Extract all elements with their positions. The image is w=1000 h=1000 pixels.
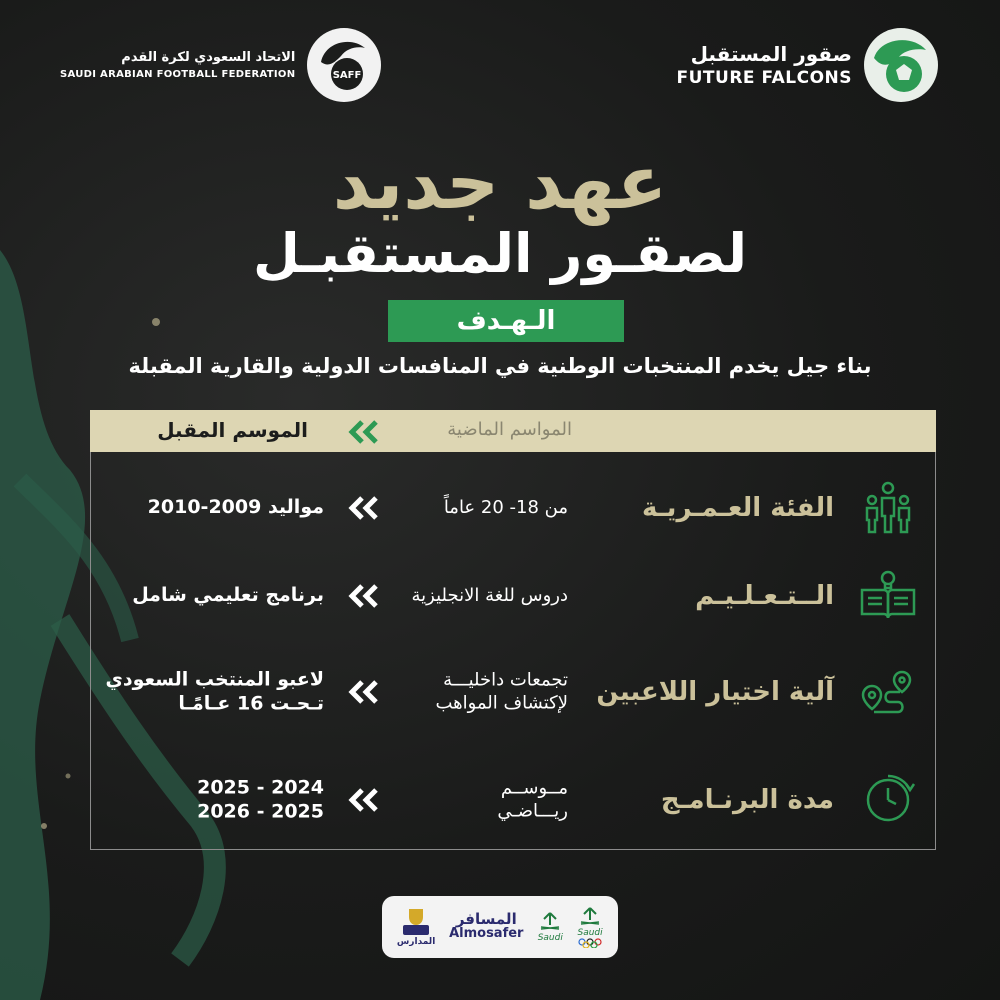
table-row [90, 468, 936, 548]
double-chevron-left-icon [346, 680, 380, 704]
palm-swords-icon [577, 906, 603, 928]
double-chevron-left-icon [346, 496, 380, 520]
future-falcons-logo [677, 28, 939, 102]
saff-name-ar: الاتحاد السعودي لكرة القدم [121, 50, 296, 65]
olympic-rings-icon [577, 938, 603, 948]
category-duration: مدة البرنـامـج [660, 785, 834, 815]
double-chevron-left-icon [346, 584, 380, 608]
past-duration-line1: مــوســم [500, 777, 568, 799]
palm-swords-icon [537, 911, 563, 933]
almosafer-name-ar: المسافر [455, 910, 517, 929]
past-selection [435, 670, 568, 715]
schools-logo [397, 907, 435, 947]
goal-text: بناء جيل يخدم المنتخبات الوطنية في المنافسات الدولية والقارية المقبلة [128, 354, 872, 378]
past-selection-line2: لإكتشاف المواهب [435, 692, 568, 713]
saff-name-en: SAUDI ARABIAN FOOTBALL FEDERATION [60, 69, 296, 80]
almosafer-logo [449, 912, 523, 941]
next-duration-line1: 2025 - 2024 [197, 776, 324, 799]
saudi-paralympic-logo [537, 911, 563, 943]
next-age: مواليد 2009-2010 [147, 496, 324, 519]
future-falcons-name-en: FUTURE FALCONS [676, 68, 852, 88]
saff-badge-text: SAFF [333, 70, 362, 81]
table-row [90, 760, 936, 840]
main-title: عهد جديد [332, 140, 668, 226]
table-header [90, 410, 936, 452]
goal-badge: الـهـدف [388, 300, 624, 342]
header-past-seasons: المواسم الماضية [447, 419, 572, 440]
past-duration [497, 778, 568, 823]
route-pin-icon [858, 662, 918, 722]
trophy-icon [399, 907, 433, 937]
past-education: دروس للغة الانجليزية [411, 584, 568, 606]
past-selection-line1: تجمعات داخليـــة [443, 669, 568, 691]
schools-label: المدارس [396, 937, 436, 947]
table-row [90, 556, 936, 636]
future-falcons-name-ar: صقور المستقبل [690, 42, 852, 66]
header-next-season: الموسم المقبل [157, 418, 308, 442]
category-age: الفئة العـمـريـة [642, 493, 834, 523]
past-duration-line2: ريـــاضـي [497, 800, 568, 821]
falcon-ball-icon [307, 28, 381, 102]
clock-icon [858, 770, 918, 830]
next-selection [105, 668, 324, 716]
saudi-olympic-logo [577, 906, 603, 948]
main-subtitle: لصقـور المستقبـل [252, 222, 748, 285]
next-selection-line1: لاعبو المنتخب السعودي [105, 668, 324, 691]
next-selection-line2: تـحـت 16 عـامًـا [178, 692, 324, 714]
saff-logo [60, 28, 381, 102]
family-icon [858, 478, 918, 538]
table-row [90, 652, 936, 732]
next-duration [197, 776, 324, 824]
past-age: من 18- 20 عاماً [443, 496, 568, 518]
next-duration-line2: 2026 - 2025 [197, 800, 324, 822]
category-education: الــتـعـلـيـم [695, 581, 834, 611]
saff-emblem [307, 28, 381, 102]
sponsors-bar [382, 896, 618, 958]
book-lightbulb-icon [858, 566, 918, 626]
future-falcons-emblem [864, 28, 938, 102]
category-selection: آلية اختيار اللاعبين [596, 677, 834, 707]
green-falcon-ball-icon [864, 28, 938, 102]
almosafer-name-en: Almosafer [449, 926, 524, 942]
double-chevron-left-icon [346, 788, 380, 812]
saudi-label: Saudi [537, 933, 563, 943]
double-chevron-left-icon [346, 420, 380, 444]
saudi-label: Saudi [577, 928, 603, 938]
next-education: برنامج تعليمي شامل [132, 584, 324, 607]
